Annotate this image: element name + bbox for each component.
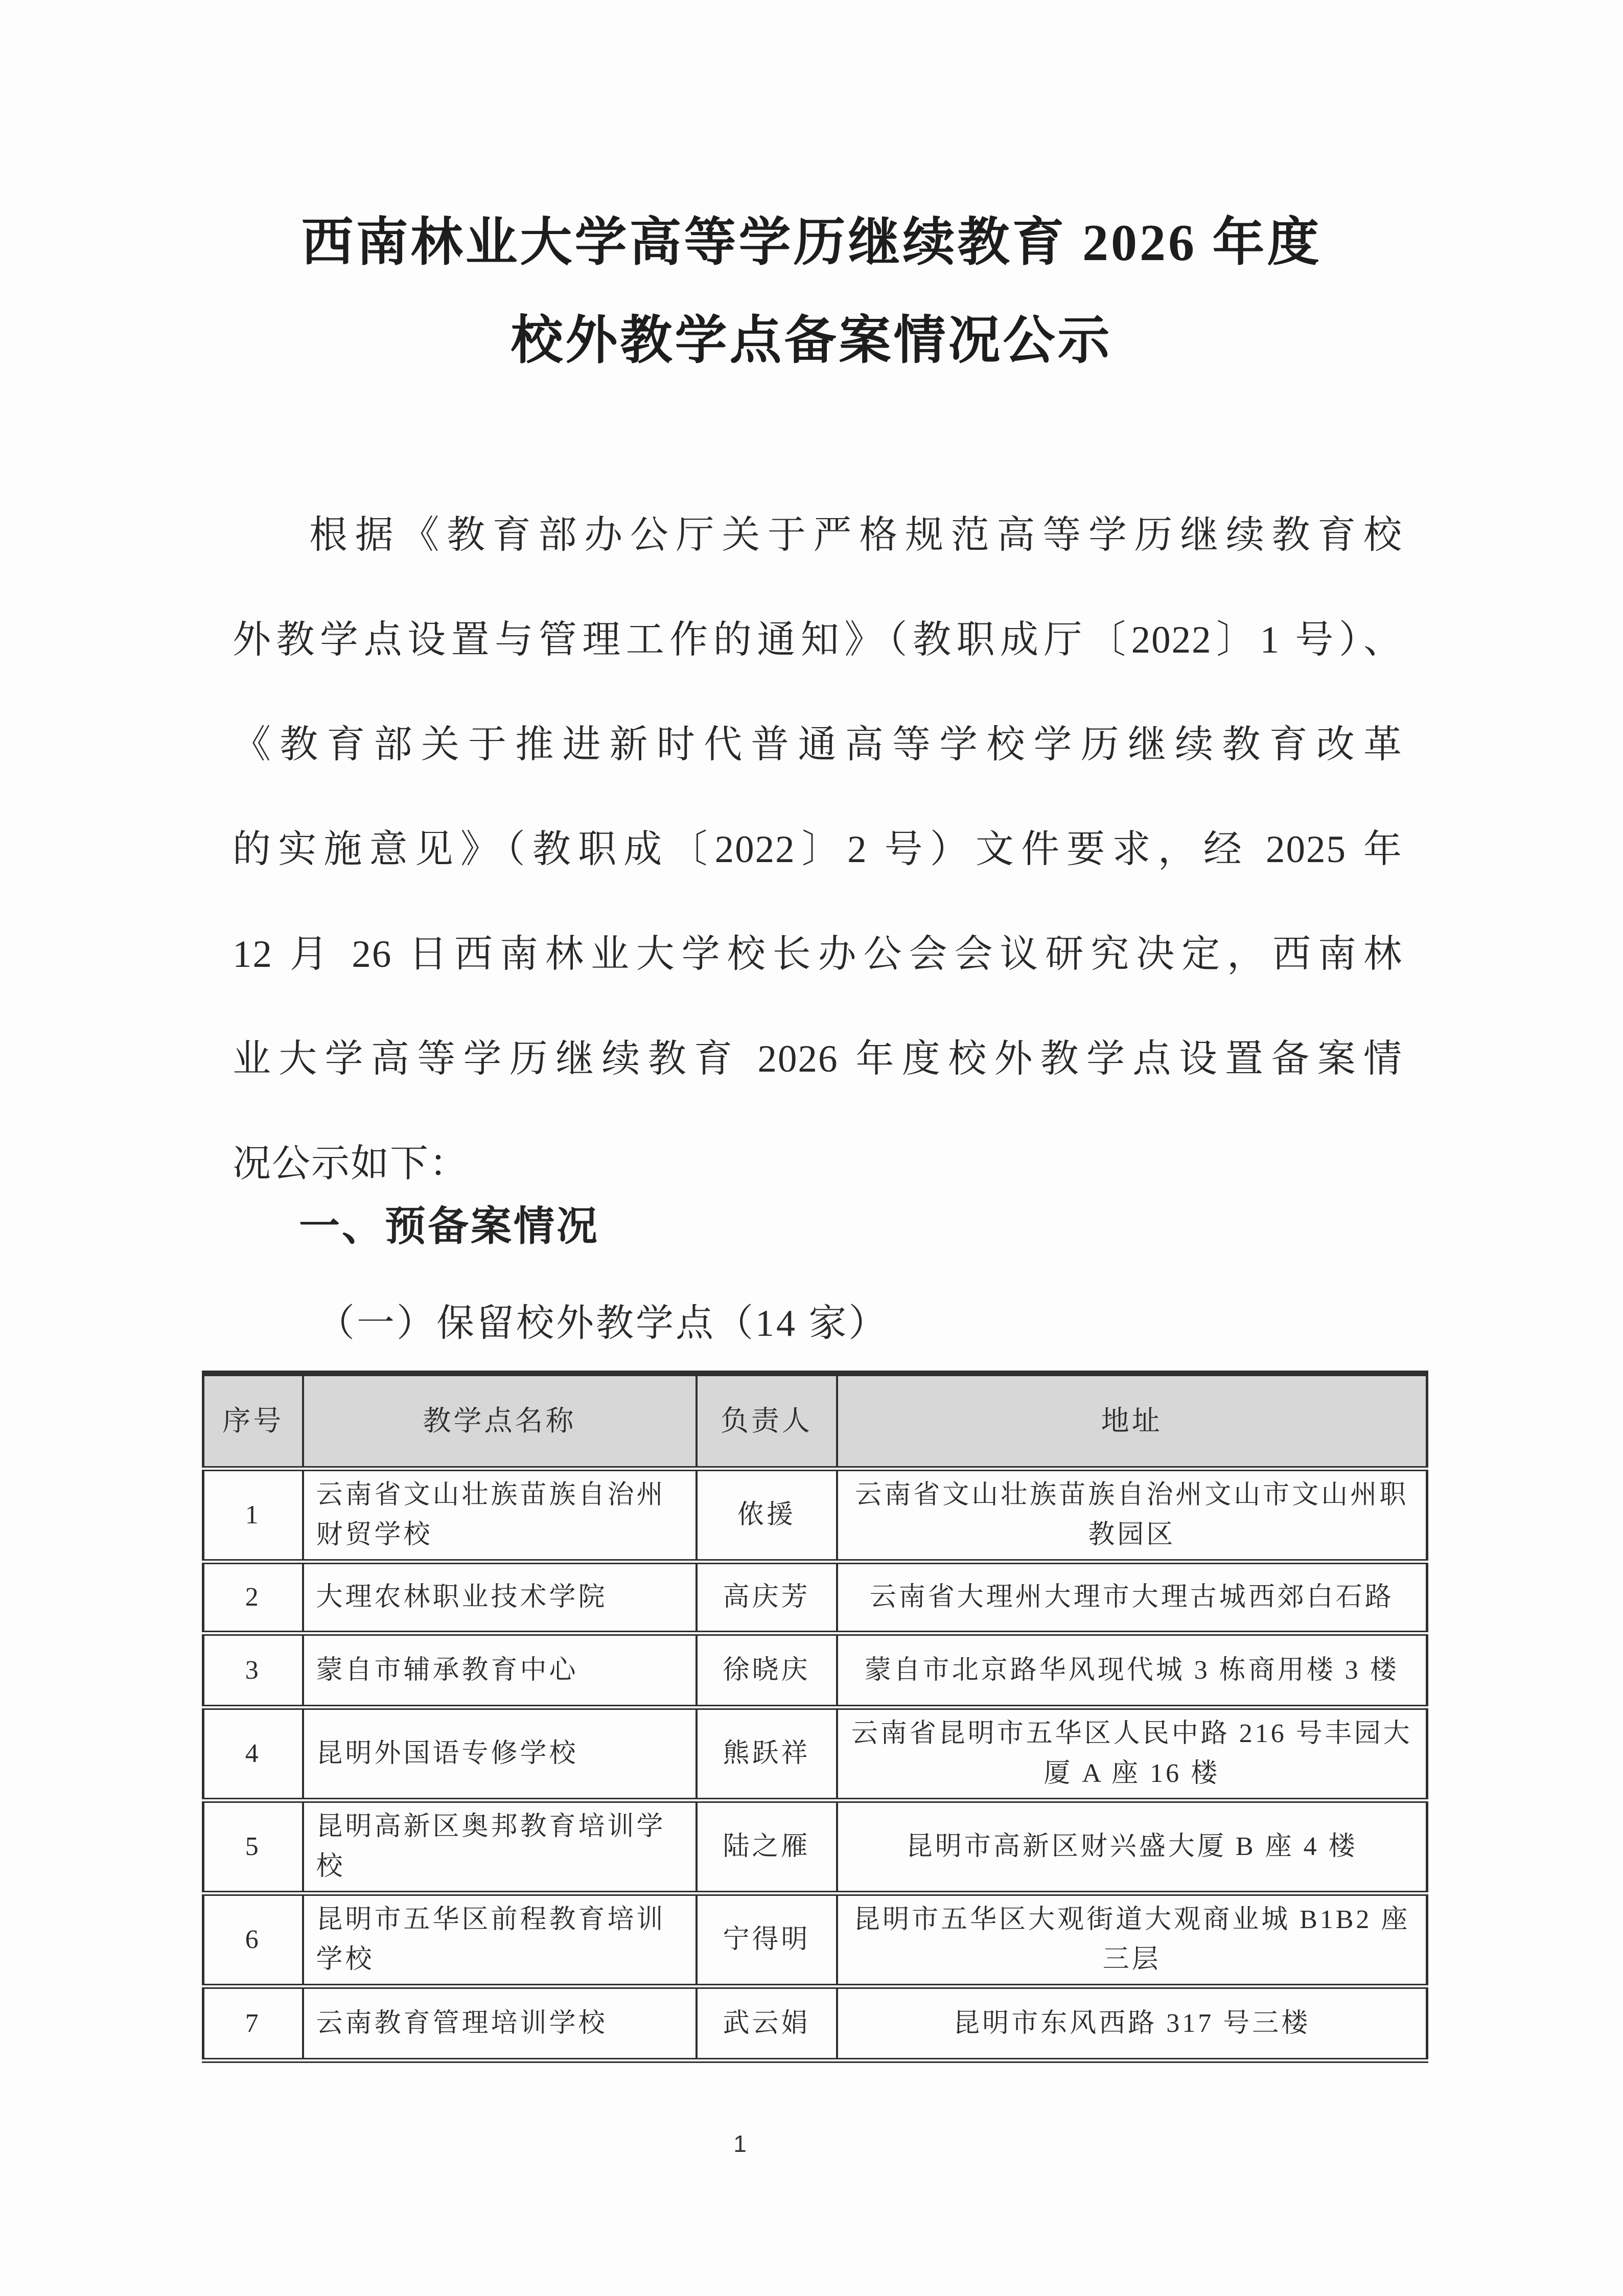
document-title bbox=[0, 194, 1623, 390]
paragraph-line: 外教学点设置与管理工作的通知》（教职成厅〔2022〕1 号）、 bbox=[233, 619, 1403, 661]
table-row bbox=[203, 1707, 1427, 1800]
address-cell: 云南省大理州大理市大理古城西郊白石路 bbox=[837, 1562, 1427, 1633]
table-row bbox=[203, 1986, 1427, 2060]
serial-cell: 5 bbox=[203, 1800, 303, 1893]
name-cell: 昆明外国语专修学校 bbox=[303, 1707, 697, 1800]
paragraph-line: 的实施意见》（教职成〔2022〕2 号）文件要求，经 2025 年 bbox=[233, 828, 1403, 871]
address-cell: 昆明市五华区大观街道大观商业城 B1B2 座三层 bbox=[837, 1893, 1427, 1986]
paragraph-line: 况公示如下： bbox=[233, 1143, 469, 1185]
title-line-2: 校外教学点备案情况公示 bbox=[511, 312, 1112, 370]
person-cell: 武云娟 bbox=[697, 1986, 837, 2060]
table-row bbox=[203, 1562, 1427, 1633]
serial-cell: 2 bbox=[203, 1562, 303, 1633]
address-cell: 昆明市东风西路 317 号三楼 bbox=[837, 1986, 1427, 2060]
serial-cell: 6 bbox=[203, 1893, 303, 1986]
name-cell: 云南省文山壮族苗族自治州财贸学校 bbox=[303, 1469, 697, 1562]
paragraph-line: 12 月 26 日西南林业大学校长办公会会议研究决定，西南林 bbox=[233, 933, 1403, 976]
table-header-row bbox=[203, 1374, 1427, 1469]
address-cell: 蒙自市北京路华风现代城 3 栋商用楼 3 楼 bbox=[837, 1633, 1427, 1707]
person-cell: 宁得明 bbox=[697, 1893, 837, 1986]
section-subheading-1-1: （一）保留校外教学点（14 家） bbox=[317, 1303, 889, 1344]
header-name: 教学点名称 bbox=[303, 1374, 697, 1469]
address-cell: 云南省文山壮族苗族自治州文山市文山州职教园区 bbox=[837, 1469, 1427, 1562]
table-row bbox=[203, 1633, 1427, 1707]
page-number: 1 bbox=[733, 2130, 747, 2157]
header-serial: 序号 bbox=[203, 1374, 303, 1469]
table-row bbox=[203, 1893, 1427, 1986]
table-row bbox=[203, 1800, 1427, 1893]
name-cell: 云南教育管理培训学校 bbox=[303, 1986, 697, 2060]
paragraph-line: 《教育部关于推进新时代普通高等学校学历继续教育改革 bbox=[233, 724, 1403, 766]
person-cell: 熊跃祥 bbox=[697, 1707, 837, 1800]
serial-cell: 1 bbox=[203, 1469, 303, 1562]
section-heading-1: 一、预备案情况 bbox=[299, 1203, 599, 1249]
name-cell: 大理农林职业技术学院 bbox=[303, 1562, 697, 1633]
name-cell: 昆明市五华区前程教育培训学校 bbox=[303, 1893, 697, 1986]
person-cell: 侬援 bbox=[697, 1469, 837, 1562]
header-address: 地址 bbox=[837, 1374, 1427, 1469]
table-row bbox=[203, 1469, 1427, 1562]
address-cell: 云南省昆明市五华区人民中路 216 号丰园大厦 A 座 16 楼 bbox=[837, 1707, 1427, 1800]
name-cell: 昆明高新区奥邦教育培训学校 bbox=[303, 1800, 697, 1893]
serial-cell: 4 bbox=[203, 1707, 303, 1800]
paragraph-line: 业大学高等学历继续教育 2026 年度校外教学点设置备案情 bbox=[233, 1038, 1403, 1080]
paragraph-line: 根据《教育部办公厅关于严格规范高等学历继续教育校 bbox=[309, 514, 1403, 556]
teaching-points-table bbox=[202, 1371, 1428, 2063]
address-cell: 昆明市高新区财兴盛大厦 B 座 4 楼 bbox=[837, 1800, 1427, 1893]
person-cell: 徐晓庆 bbox=[697, 1633, 837, 1707]
name-cell: 蒙自市辅承教育中心 bbox=[303, 1633, 697, 1707]
intro-paragraph bbox=[233, 483, 1403, 1216]
title-line-1: 西南林业大学高等学历继续教育 2026 年度 bbox=[301, 214, 1322, 272]
serial-cell: 3 bbox=[203, 1633, 303, 1707]
header-person: 负责人 bbox=[697, 1374, 837, 1469]
person-cell: 陆之雁 bbox=[697, 1800, 837, 1893]
person-cell: 高庆芳 bbox=[697, 1562, 837, 1633]
serial-cell: 7 bbox=[203, 1986, 303, 2060]
